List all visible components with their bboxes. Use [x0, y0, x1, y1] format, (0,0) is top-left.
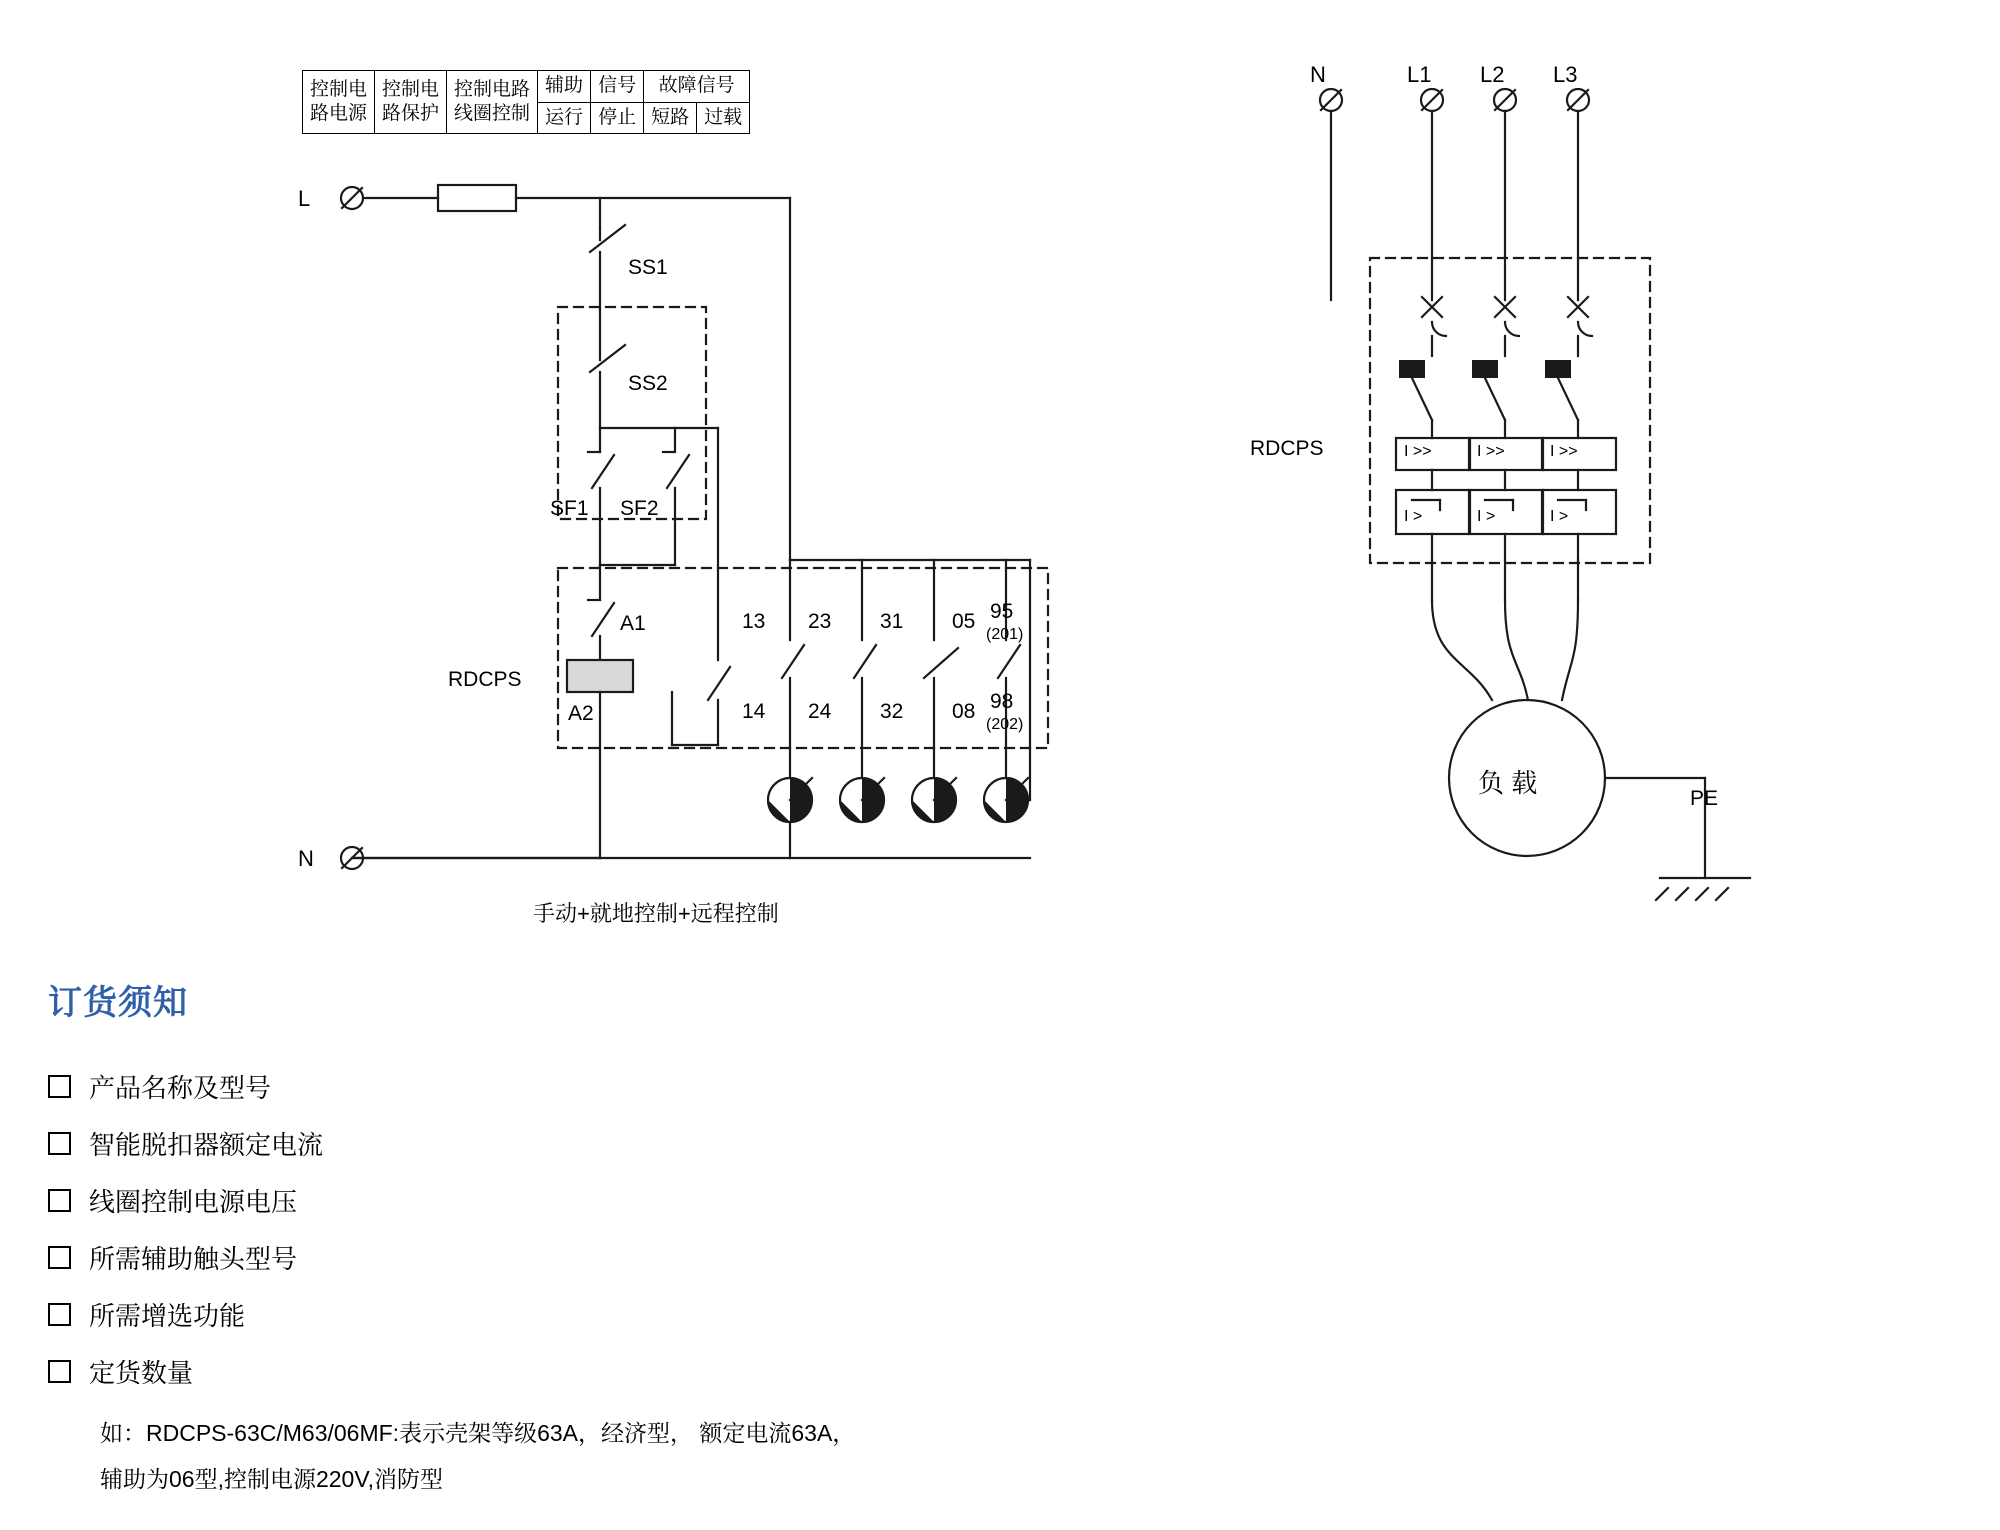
label-phase-N: N — [1310, 62, 1326, 87]
label-pe: PE — [1690, 787, 1719, 810]
order-item[interactable] — [48, 1068, 1348, 1105]
header-col-control-protect-top: 控制电 — [382, 79, 440, 101]
thermal-trip-label-L3: I > — [1550, 508, 1569, 525]
order-notice-title: 订货须知 — [48, 984, 188, 1022]
header-fault-overload: 过载 — [697, 102, 750, 134]
header-fault-short: 短路 — [644, 102, 697, 134]
order-item[interactable] — [48, 1125, 1348, 1162]
label-ss1: SS1 — [628, 256, 668, 279]
contact-32: 32 — [880, 700, 904, 723]
label-sf1: SF1 — [550, 497, 589, 520]
contact-24: 24 — [808, 700, 832, 723]
header-col-coil-control-top: 控制电路 — [454, 79, 531, 101]
header-col-control-power-top: 控制电 — [310, 79, 368, 101]
checkbox-icon[interactable] — [48, 1132, 71, 1155]
label-rdcps-power: RDCPS — [1250, 437, 1324, 460]
header-col-control-power-bottom: 路电源 — [310, 103, 368, 124]
control-diagram-caption: 手动+就地控制+远程控制 — [533, 901, 779, 926]
thermal-trip-label-L2: I > — [1477, 508, 1496, 525]
order-item-label: 产品名称及型号 — [89, 1073, 272, 1103]
header-aux-run: 运行 — [538, 102, 591, 134]
coil-symbol — [567, 660, 633, 692]
contact-98: 98 — [990, 690, 1014, 713]
checkbox-icon[interactable] — [48, 1189, 71, 1212]
contact-95-sub: (201) — [986, 626, 1024, 643]
header-signal-title: 信号 — [591, 71, 644, 103]
label-load: 负 载 — [1478, 768, 1538, 798]
magnetic-trip-label-L3: I >> — [1550, 443, 1578, 460]
contact-95: 95 — [990, 600, 1014, 623]
order-item-label: 智能脱扣器额定电流 — [89, 1130, 324, 1160]
label-phase-L2: L2 — [1480, 62, 1505, 87]
header-col-control-protect-bottom: 路保护 — [382, 103, 440, 124]
checkbox-icon[interactable] — [48, 1075, 71, 1098]
order-item-label: 定货数量 — [89, 1358, 194, 1388]
contact-13: 13 — [742, 610, 766, 633]
checkbox-icon[interactable] — [48, 1246, 71, 1269]
thermal-trip-label-L1: I > — [1404, 508, 1423, 525]
magnetic-trip-label-L1: I >> — [1404, 443, 1432, 460]
contact-05: 05 — [952, 610, 976, 633]
order-item[interactable] — [48, 1239, 1348, 1276]
fuse-symbol — [438, 185, 516, 211]
label-rdcps-control: RDCPS — [448, 668, 522, 691]
header-aux-title: 辅助 — [538, 71, 591, 103]
label-a2: A2 — [568, 702, 594, 725]
order-item-label: 所需增选功能 — [89, 1301, 246, 1331]
label-terminal-N: N — [298, 846, 314, 871]
contact-31: 31 — [880, 610, 904, 633]
label-ss2: SS2 — [628, 372, 668, 395]
checkbox-icon[interactable] — [48, 1303, 71, 1326]
order-item[interactable] — [48, 1353, 1348, 1390]
checkbox-icon[interactable] — [48, 1360, 71, 1383]
dashed-box-remote — [558, 307, 706, 519]
label-sf2: SF2 — [620, 497, 659, 520]
label-a1: A1 — [620, 612, 646, 635]
indicator-lamps — [768, 778, 1028, 822]
label-terminal-L: L — [298, 186, 311, 211]
order-notice-section — [48, 975, 1348, 1502]
label-phase-L3: L3 — [1553, 62, 1578, 87]
contact-23: 23 — [808, 610, 832, 633]
order-item-label: 线圈控制电源电压 — [89, 1187, 298, 1217]
magnetic-trip-label-L2: I >> — [1477, 443, 1505, 460]
order-note-line-1: 如：RDCPS-63C/M63/06MF:表示壳架等级63A，经济型， 额定电流63A， — [100, 1420, 856, 1446]
contact-98-sub: (202) — [986, 716, 1024, 733]
header-col-coil-control-bottom: 线圈控制 — [454, 103, 531, 124]
header-fault-title: 故障信号 — [644, 71, 750, 103]
contact-14: 14 — [742, 700, 766, 723]
label-phase-L1: L1 — [1407, 62, 1432, 87]
contact-08: 08 — [952, 700, 976, 723]
order-item[interactable] — [48, 1296, 1348, 1333]
order-item-label: 所需辅助触头型号 — [89, 1244, 298, 1274]
order-item[interactable] — [48, 1182, 1348, 1219]
order-note-line-2: 辅助为06型,控制电源220V,消防型 — [100, 1466, 443, 1492]
header-signal-stop: 停止 — [591, 102, 644, 134]
